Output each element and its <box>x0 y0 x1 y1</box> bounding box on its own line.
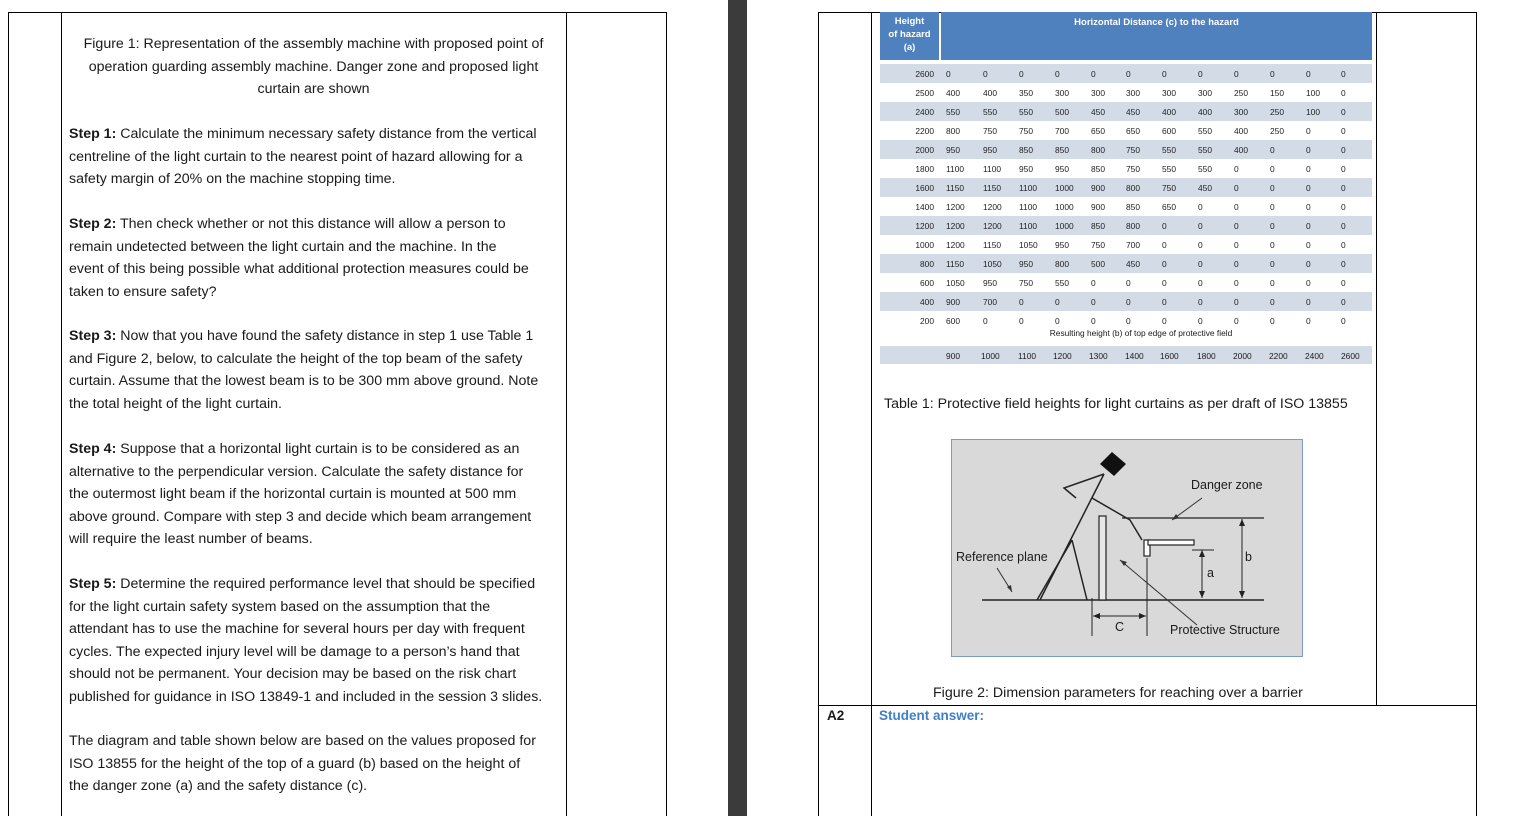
step2-line: event of this being possible what additional protection measures could be <box>69 261 529 277</box>
table-cell: 0 <box>1306 164 1311 174</box>
step2-line: taken to ensure safety? <box>69 283 217 300</box>
person-leg-2 <box>1072 540 1087 600</box>
table-cell: 0 <box>1341 259 1346 269</box>
row-height-a: 400 <box>920 297 934 307</box>
table-cell: 1100 <box>1019 202 1038 212</box>
row-height-a: 600 <box>920 278 934 288</box>
table-cell: 400 <box>1234 145 1248 155</box>
table-cell: 0 <box>1234 69 1239 79</box>
table-cell: 800 <box>946 126 960 136</box>
table-cell: 0 <box>1306 183 1311 193</box>
result-title: Resulting height (b) of top edge of protective field <box>1049 328 1233 338</box>
left-border-inner <box>61 12 62 816</box>
figure2 <box>951 439 1303 657</box>
table-cell: 0 <box>1055 297 1060 307</box>
b-value: 1400 <box>1125 351 1144 361</box>
table-row <box>880 64 1372 83</box>
step2-line: remain undetected between the light curtain and the machine. In the <box>69 238 497 255</box>
row-height-a: 2500 <box>915 88 934 98</box>
right-border-mid <box>1376 12 1377 705</box>
row-height-a: 1800 <box>915 164 934 174</box>
table-cell: 850 <box>1055 145 1069 155</box>
dim-b-label: b <box>1245 550 1252 564</box>
table-cell: 0 <box>1341 164 1346 174</box>
right-border-outer <box>818 12 819 816</box>
table-cell: 650 <box>1126 126 1140 136</box>
table-cell: 0 <box>1270 145 1275 155</box>
table-cell: 750 <box>983 126 997 136</box>
step4-line: will require the least number of beams. <box>69 531 313 547</box>
step2-line: Then check whether or not this distance will allow a person to <box>116 216 506 232</box>
left-page <box>0 0 728 816</box>
dim-c-arrow-right <box>1139 613 1146 619</box>
table-cell: 1050 <box>1019 240 1038 250</box>
table-cell: 350 <box>1019 88 1033 98</box>
table-cell: 650 <box>1091 126 1105 136</box>
protective-structure-label: Protective Structure <box>1170 623 1280 637</box>
table-cell: 550 <box>946 107 960 117</box>
table-cell: 750 <box>1019 126 1033 136</box>
b-value: 1000 <box>981 351 1000 361</box>
table-cell: 1150 <box>983 183 1002 193</box>
table-row <box>880 197 1372 216</box>
left-border-outer <box>8 12 9 816</box>
table-cell: 1200 <box>946 202 965 212</box>
table-cell: 0 <box>1234 240 1239 250</box>
table-cell: 0 <box>1306 221 1311 231</box>
table-cell: 0 <box>1341 145 1346 155</box>
table-row <box>880 273 1372 292</box>
table-cell: 550 <box>1198 164 1212 174</box>
step5-line: attendant has to use the machine for several hours per day with frequent <box>69 621 525 637</box>
student-answer-label: Student answer: <box>879 708 985 723</box>
table-cell: 0 <box>1091 278 1096 288</box>
step4-line: Suppose that a horizontal light curtain is to be considered as an <box>116 441 520 457</box>
table-cell: 800 <box>1126 221 1140 231</box>
table-cell: 950 <box>983 278 997 288</box>
table-cell: 400 <box>1162 107 1176 117</box>
table-cell: 0 <box>1341 316 1346 326</box>
header-a-line: of hazard <box>888 29 931 40</box>
table-cell: 0 <box>1234 183 1239 193</box>
table-cell: 0 <box>1306 259 1311 269</box>
table-cell: 900 <box>1091 202 1105 212</box>
table-cell: 0 <box>1126 69 1131 79</box>
table-cell: 600 <box>946 316 960 326</box>
row-height-a: 200 <box>920 316 934 326</box>
b-value: 1100 <box>1018 351 1037 361</box>
step5-line: published for guidance in ISO 13849-1 and included in the session 3 slides. <box>69 688 543 705</box>
barrier-post <box>1099 516 1106 600</box>
table-cell: 0 <box>1341 107 1346 117</box>
table-cell: 300 <box>1091 88 1105 98</box>
table-cell: 1100 <box>1019 221 1038 231</box>
figure1-caption-line: operation guarding assembly machine. Danger zone and proposed light <box>88 58 539 75</box>
b-value: 2600 <box>1341 351 1360 361</box>
table-cell: 400 <box>1198 107 1212 117</box>
page-divider <box>728 0 747 816</box>
header-a-line: Height <box>894 16 925 27</box>
table-cell: 550 <box>1162 164 1176 174</box>
table-cell: 0 <box>1234 221 1239 231</box>
step2-paragraph <box>69 213 561 303</box>
table-cell: 0 <box>1234 164 1239 174</box>
table-cell: 1100 <box>946 164 965 174</box>
closing-line: The diagram and table shown below are based on the values proposed for <box>69 733 536 749</box>
table-cell: 700 <box>1055 126 1069 136</box>
table-cell: 100 <box>1306 88 1320 98</box>
table-cell: 1000 <box>1055 202 1074 212</box>
table-cell: 0 <box>1306 69 1311 79</box>
table-cell: 0 <box>946 69 951 79</box>
danger-element-horizontal <box>1148 540 1194 545</box>
table-cell: 0 <box>1234 259 1239 269</box>
table-cell: 900 <box>1091 183 1105 193</box>
b-value: 1800 <box>1197 351 1216 361</box>
table-cell: 0 <box>1234 297 1239 307</box>
table-cell: 1100 <box>1019 183 1038 193</box>
table-cell: 300 <box>1126 88 1140 98</box>
table-cell: 750 <box>1019 278 1033 288</box>
table-cell: 500 <box>1091 259 1105 269</box>
table-cell: 0 <box>1341 202 1346 212</box>
table-cell: 0 <box>1198 259 1203 269</box>
closing-line: the danger zone (a) and the safety distance (c). <box>69 778 368 794</box>
table-cell: 0 <box>1306 316 1311 326</box>
table-cell: 0 <box>1055 69 1060 79</box>
table-cell: 0 <box>1270 69 1275 79</box>
table-cell: 750 <box>1162 183 1176 193</box>
right-border-inner <box>871 12 872 816</box>
table-cell: 450 <box>1126 259 1140 269</box>
left-border-mid <box>566 12 567 816</box>
table-cell: 0 <box>1270 316 1275 326</box>
dim-c-arrow-left <box>1093 613 1100 619</box>
table-row <box>880 121 1372 140</box>
table-footer-row <box>880 346 1372 364</box>
table-cell: 0 <box>1162 240 1167 250</box>
table-cell: 0 <box>1341 183 1346 193</box>
table-cell: 0 <box>1091 69 1096 79</box>
table-cell: 1150 <box>946 183 965 193</box>
table-cell: 300 <box>1055 88 1069 98</box>
table-cell: 0 <box>1126 278 1131 288</box>
table-cell: 0 <box>1019 297 1024 307</box>
table-cell: 1200 <box>983 221 1002 231</box>
row-height-a: 1600 <box>915 183 934 193</box>
figure1-caption-line: curtain are shown <box>257 81 370 97</box>
table-cell: 0 <box>1341 69 1346 79</box>
row-height-a: 1000 <box>915 240 934 250</box>
table-row <box>880 254 1372 273</box>
table-cell: 850 <box>1126 202 1140 212</box>
table-cell: 0 <box>983 69 988 79</box>
table-row <box>880 83 1372 102</box>
step3-line: Now that you have found the safety distance in step 1 use Table 1 <box>116 328 534 344</box>
row-height-a: 2400 <box>915 107 934 117</box>
table-row <box>880 292 1372 311</box>
step1-paragraph <box>69 123 561 191</box>
table-cell: 0 <box>1306 278 1311 288</box>
row-separator <box>818 705 1477 706</box>
table-cell: 800 <box>1126 183 1140 193</box>
step3-line: the total height of the light curtain. <box>69 395 282 412</box>
table-cell: 400 <box>946 88 960 98</box>
table-cell: 850 <box>1091 221 1105 231</box>
table-cell: 0 <box>1341 278 1346 288</box>
table-cell: 950 <box>1055 164 1069 174</box>
figure2-caption: Figure 2: Dimension parameters for reaching over a barrier <box>933 685 1303 701</box>
table-cell: 250 <box>1270 126 1284 136</box>
dim-a-label: a <box>1207 566 1214 580</box>
table-cell: 300 <box>1234 107 1248 117</box>
table-cell: 0 <box>1306 126 1311 136</box>
table-cell: 0 <box>1091 297 1096 307</box>
table-cell: 550 <box>1162 145 1176 155</box>
header-a-line: (a) <box>903 42 916 53</box>
step3-label: Step 3: <box>69 328 117 344</box>
table-cell: 450 <box>1126 107 1140 117</box>
table-cell: 500 <box>1055 107 1069 117</box>
table-cell: 0 <box>1126 316 1131 326</box>
table-cell: 0 <box>1198 240 1203 250</box>
table-cell: 0 <box>1306 145 1311 155</box>
table-cell: 0 <box>1019 69 1024 79</box>
danger-zone-pointer-head <box>1172 514 1179 520</box>
person-head <box>1100 452 1126 476</box>
figure1-caption <box>62 33 565 101</box>
table-cell: 0 <box>1270 183 1275 193</box>
danger-zone-label: Danger zone <box>1191 478 1263 492</box>
step4-paragraph <box>69 438 561 551</box>
table-cell: 250 <box>1270 107 1284 117</box>
table-cell: 0 <box>1198 297 1203 307</box>
protective-structure-pointer <box>1120 560 1197 625</box>
table-cell: 0 <box>1270 202 1275 212</box>
table-cell: 1000 <box>1055 221 1074 231</box>
table-row <box>880 216 1372 235</box>
table-cell: 800 <box>1055 259 1069 269</box>
table-cell: 950 <box>1019 259 1033 269</box>
table-cell: 250 <box>1234 88 1248 98</box>
table-cell: 0 <box>1055 316 1060 326</box>
b-value: 1300 <box>1089 351 1108 361</box>
reference-plane-label: Reference plane <box>956 550 1048 564</box>
row-height-a: 2000 <box>915 145 934 155</box>
step3-paragraph <box>69 325 561 415</box>
table-row <box>880 102 1372 121</box>
dim-a-arrow-top <box>1199 550 1205 557</box>
table-cell: 0 <box>1234 316 1239 326</box>
table-cell: 0 <box>1341 297 1346 307</box>
table-cell: 0 <box>1270 221 1275 231</box>
table-cell: 0 <box>1270 297 1275 307</box>
table-cell: 950 <box>1055 240 1069 250</box>
table-cell: 950 <box>946 145 960 155</box>
dim-b-arrow-bottom <box>1239 591 1245 598</box>
table-cell: 0 <box>983 316 988 326</box>
table-cell: 0 <box>1162 221 1167 231</box>
person-torso <box>1040 474 1104 600</box>
table-cell: 1050 <box>983 259 1002 269</box>
table-cell: 700 <box>983 297 997 307</box>
table-cell: 550 <box>1198 145 1212 155</box>
table-cell: 550 <box>1198 126 1212 136</box>
table-cell: 0 <box>1270 259 1275 269</box>
left-border-right <box>666 12 667 816</box>
right-border-right <box>1476 12 1477 816</box>
step3-line: curtain. Assume that the lowest beam is to be 300 mm above ground. Note <box>69 373 539 389</box>
step4-line: above ground. Compare with step 3 and decide which beam arrangement <box>69 508 532 525</box>
dim-c-label: C <box>1115 620 1125 634</box>
b-value: 1600 <box>1160 351 1179 361</box>
table-row <box>880 178 1372 197</box>
table-row <box>880 140 1372 159</box>
figure1-caption-line: Figure 1: Representation of the assembly machine with proposed point of <box>83 36 544 52</box>
iso-table <box>880 12 1372 366</box>
table-cell: 300 <box>1198 88 1212 98</box>
step5-line: cycles. The expected injury level will be damage to a person’s hand that <box>69 643 520 660</box>
table-cell: 750 <box>1091 240 1105 250</box>
table-cell: 0 <box>1306 297 1311 307</box>
closing-paragraph <box>69 730 561 798</box>
table-cell: 0 <box>1341 88 1346 98</box>
table-cell: 1200 <box>983 202 1002 212</box>
table-cell: 0 <box>1306 240 1311 250</box>
table-cell: 0 <box>1270 278 1275 288</box>
table-header-c: Horizontal Distance (c) to the hazard <box>941 12 1372 60</box>
table-cell: 0 <box>1341 240 1346 250</box>
table-cell: 1050 <box>946 278 965 288</box>
row-height-a: 1400 <box>915 202 934 212</box>
row-height-a: 2200 <box>915 126 934 136</box>
table-cell: 750 <box>1126 145 1140 155</box>
table-cell: 550 <box>1055 278 1069 288</box>
b-value: 900 <box>946 351 960 361</box>
dim-b-arrow-top <box>1239 519 1245 526</box>
table-cell: 0 <box>1198 202 1203 212</box>
table-cell: 300 <box>1162 88 1176 98</box>
b-value: 2000 <box>1233 351 1252 361</box>
table-cell: 0 <box>1162 316 1167 326</box>
table-cell: 400 <box>1234 126 1248 136</box>
table-cell: 0 <box>1198 316 1203 326</box>
table-cell: 0 <box>1162 297 1167 307</box>
table-row <box>880 235 1372 254</box>
table-cell: 950 <box>1019 164 1033 174</box>
table-cell: 750 <box>1126 164 1140 174</box>
step5-paragraph <box>69 573 561 708</box>
table-cell: 0 <box>1162 259 1167 269</box>
table-cell: 1100 <box>983 164 1002 174</box>
table-cell: 700 <box>1126 240 1140 250</box>
step1-line: safety margin of 20% on the machine stopping time. <box>69 171 396 187</box>
step1-label: Step 1: <box>69 126 117 142</box>
person-leg-1 <box>1037 540 1072 600</box>
a2-label: A2 <box>827 708 845 723</box>
step1-line: centreline of the light curtain to the nearest point of hazard allowing for a <box>69 148 523 165</box>
closing-line: ISO 13855 for the height of the top of a guard (b) based on the height of <box>69 755 521 772</box>
step5-label: Step 5: <box>69 576 117 592</box>
table-cell: 0 <box>1341 221 1346 231</box>
table-cell: 0 <box>1091 316 1096 326</box>
dim-a-arrow-bottom <box>1199 591 1205 598</box>
table-cell: 800 <box>1091 145 1105 155</box>
table-cell: 1000 <box>1055 183 1074 193</box>
step4-line: alternative to the perpendicular version. Calculate the safety distance for <box>69 463 524 480</box>
row-height-a: 800 <box>920 259 934 269</box>
step5-line: for the light curtain safety system based on the assumption that the <box>69 598 491 615</box>
table-cell: 0 <box>1270 240 1275 250</box>
table-cell: 450 <box>1091 107 1105 117</box>
table-cell: 100 <box>1306 107 1320 117</box>
step2-label: Step 2: <box>69 216 117 232</box>
table-cell: 550 <box>983 107 997 117</box>
table-cell: 0 <box>1198 69 1203 79</box>
table-cell: 1200 <box>946 221 965 231</box>
table-cell: 850 <box>1019 145 1033 155</box>
left-border-top <box>8 12 667 13</box>
table-cell: 900 <box>946 297 960 307</box>
table-row <box>880 159 1372 178</box>
table-cell: 450 <box>1198 183 1212 193</box>
table-cell: 0 <box>1234 202 1239 212</box>
step4-line: the outermost light beam if the horizontal curtain is mounted at 500 mm <box>69 486 517 502</box>
table-cell: 850 <box>1091 164 1105 174</box>
table-cell: 600 <box>1162 126 1176 136</box>
step1-line: Calculate the minimum necessary safety distance from the vertical <box>116 126 537 142</box>
table-cell: 0 <box>1126 297 1131 307</box>
table-cell: 950 <box>983 145 997 155</box>
table-cell: 0 <box>1234 278 1239 288</box>
table-cell: 0 <box>1306 202 1311 212</box>
b-value: 2200 <box>1269 351 1288 361</box>
step3-line: and Figure 2, below, to calculate the height of the top beam of the safety <box>69 350 523 367</box>
table-cell: 0 <box>1019 316 1024 326</box>
table-cell: 0 <box>1198 278 1203 288</box>
step5-line: Determine the required performance level that should be specified <box>116 576 536 592</box>
table-cell: 650 <box>1162 202 1176 212</box>
b-value: 2400 <box>1305 351 1324 361</box>
table-cell: 1150 <box>946 259 965 269</box>
step5-line: should not be permanent. Your decision may be based on the risk chart <box>69 666 517 682</box>
table-cell: 1200 <box>946 240 965 250</box>
table-caption: Table 1: Protective field heights for light curtains as per draft of ISO 13855 <box>884 396 1348 412</box>
table-cell: 550 <box>1019 107 1033 117</box>
table-cell: 400 <box>983 88 997 98</box>
table-cell: 0 <box>1162 278 1167 288</box>
table-cell: 1150 <box>983 240 1002 250</box>
table-header-a <box>880 12 939 60</box>
row-height-a: 2600 <box>915 69 934 79</box>
table-cell: 0 <box>1341 126 1346 136</box>
step4-label: Step 4: <box>69 441 117 457</box>
table-cell: 0 <box>1198 221 1203 231</box>
table-cell: 0 <box>1162 69 1167 79</box>
table-cell: 150 <box>1270 88 1284 98</box>
b-value: 1200 <box>1053 351 1072 361</box>
table-cell: 0 <box>1270 164 1275 174</box>
row-height-a: 1200 <box>915 221 934 231</box>
